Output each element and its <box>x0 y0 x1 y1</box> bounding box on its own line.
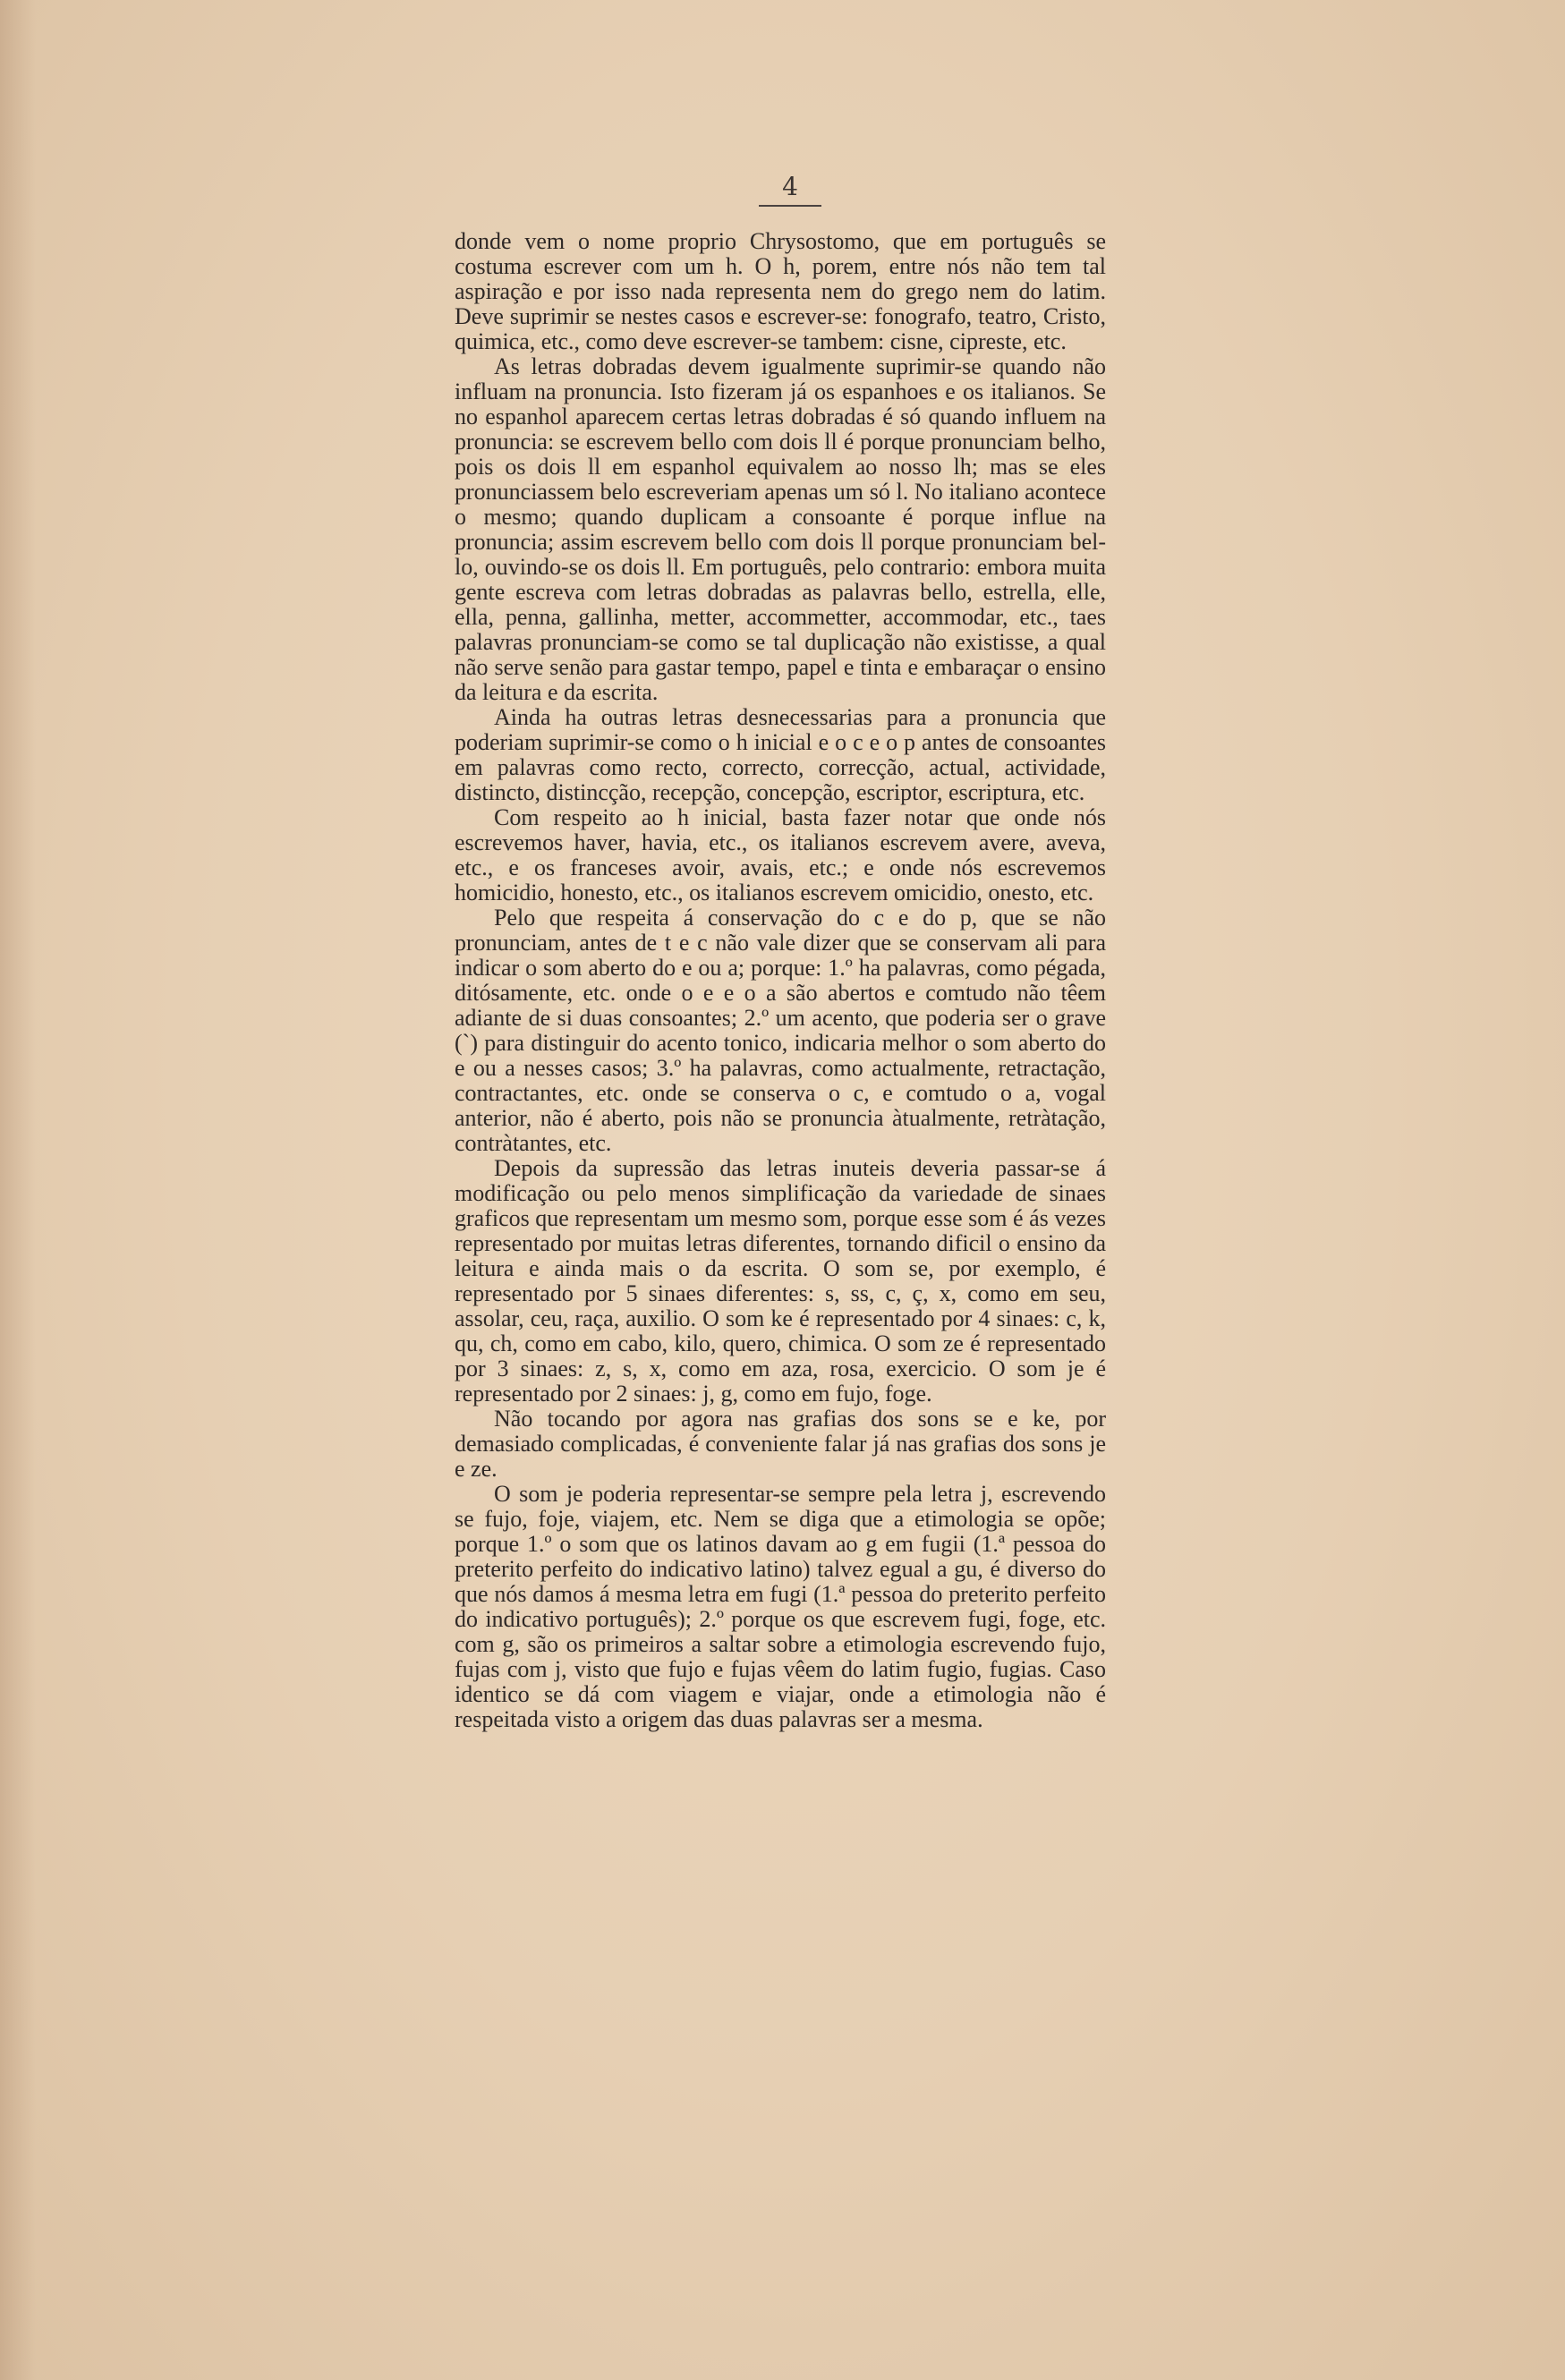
paragraph: Não tocando por agora nas grafias dos sons se e ke, por demasiado complicadas, é conveniente falar já nas grafias dos sons je e ze. <box>455 1406 1106 1482</box>
paragraph: As letras dobradas devem igualmente suprimir-se quando não influam na pronuncia. Isto fizeram já os espanhoes e os italianos. Se no espanhol aparecem certas letras dobradas é só quando influem na pronuncia: se escrevem bello com dois ll é porque pronunciam belho, pois os dois ll em espanhol equivalem ao nosso lh; mas se eles pronunciassem belo escreveriam apenas um só l. No italiano acontece o mesmo; quando duplicam a consoante é porque influe na pronuncia; assim escrevem bello com dois ll porque pronunciam bel-lo, ouvindo-se os dois ll. Em português, pelo contrario: embora muita gente escreva com letras dobradas as palavras bello, estrella, elle, ella, penna, gallinha, metter, accommetter, accommodar, etc., taes palavras pronunciam-se como se tal duplicação não existisse, a qual não serve senão para gastar tempo, papel e tinta e embaraçar o ensino da leitura e da escrita. <box>455 353 1106 705</box>
page-edge-shadow <box>0 0 36 2380</box>
paragraph: Ainda ha outras letras desnecessarias para a pronuncia que poderiam suprimir-se como o h inicial e o c e o p antes de consoantes em palavras como recto, correcto, correcção, actual, actividade, distincto, distincção, recepção, concepção, escriptor, escriptura, etc. <box>455 704 1106 805</box>
paragraph: Pelo que respeita á conservação do c e do p, que se não pronunciam, antes de t e c não vale dizer que se conservam ali para indicar o som aberto do e ou a; porque: 1.º ha palavras, como pégada, ditósamente, etc. onde o e e o a são abertos e comtudo não têem adiante de si duas consoantes; 2.º um acento, que poderia ser o grave (`) para distinguir do acento tonico, indicaria melhor o som aberto do e ou a nesses casos; 3.º ha palavras, como actualmente, retractação, contractantes, etc. onde se conserva o c, e comtudo o a, vogal anterior, não é aberto, pois não se pronuncia àtualmente, retràtação, contràtantes, etc. <box>455 905 1106 1156</box>
page-number: 4 <box>759 172 821 207</box>
paragraph: donde vem o nome proprio Chrysostomo, que em português se costuma escrever com um h. O h, porem, entre nós não tem tal aspiração e por isso nada representa nem do grego nem do latim. Deve suprimir se nestes casos e escrever-se: fonografo, teatro, Cristo, quimica, etc., como deve escrever-se tambem: cisne, cipreste, etc. <box>455 228 1106 354</box>
paragraph: O som je poderia representar-se sempre pela letra j, escrevendo se fujo, foje, viajem, etc. Nem se diga que a etimologia se opõe; porque 1.º o som que os latinos davam ao g em fugii (1.ª pessoa do preterito perfeito do indicativo latino) talvez egual a gu, é diverso do que nós damos á mesma letra em fugi (1.ª pessoa do preterito perfeito do indicativo português); 2.º porque os que escrevem fugi, foge, etc. com g, são os primeiros a saltar sobre a etimologia escrevendo fujo, fujas com j, visto que fujo e fujas vêem do latim fugio, fugias. Caso identico se dá com viagem e viajar, onde a etimologia não é respeitada visto a origem das duas palavras ser a mesma. <box>455 1481 1106 1732</box>
paragraph: Com respeito ao h inicial, basta fazer notar que onde nós escrevemos haver, havia, etc., os italianos escrevem avere, aveva, etc., e os franceses avoir, avais, etc.; e onde nós escrevemos homicidio, honesto, etc., os italianos escrevem omicidio, onesto, etc. <box>455 804 1106 905</box>
paragraph: Depois da supressão das letras inuteis deveria passar-se á modificação ou pelo menos simplificação da variedade de sinaes graficos que representam um mesmo som, porque esse som é ás vezes representado por muitas letras diferentes, tornando dificil o ensino da leitura e ainda mais o da escrita. O som se, por exemplo, é representado por 5 sinaes diferentes: s, ss, c, ç, x, como em seu, assolar, ceu, raça, auxilio. O som ke é representado por 4 sinaes: c, k, qu, ch, como em cabo, kilo, quero, chimica. O som ze é representado por 3 sinaes: z, s, x, como em aza, rosa, exercicio. O som je é representado por 2 sinaes: j, g, como em fujo, foge. <box>455 1155 1106 1407</box>
body-text <box>455 229 1106 1732</box>
